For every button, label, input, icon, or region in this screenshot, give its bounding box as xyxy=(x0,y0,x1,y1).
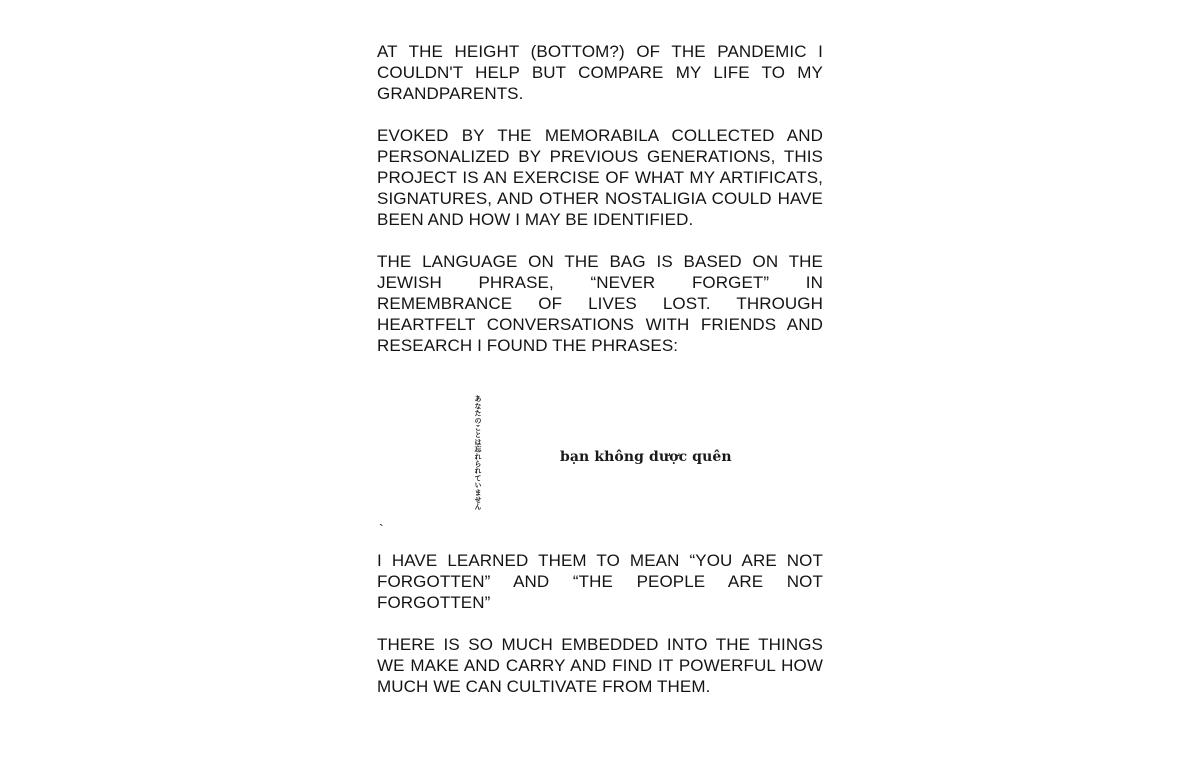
phrases-block xyxy=(377,377,823,537)
paragraph-pandemic: AT THE HEIGHT (BOTTOM?) OF THE PANDEMIC I COULDN'T HELP BUT COMPARE MY LIFE TO MY GRANDPARENTS. xyxy=(377,42,823,103)
paragraph-language: THE LANGUAGE ON THE BAG IS BASED ON THE JEWISH PHRASE, “NEVER FORGET” IN REMEMBRANCE OF LIVES LOST. THROUGH HEARTFELT CONVERSATIONS WITH FRIENDS AND RESEARCH I FOUND THE PHRASES: xyxy=(377,252,823,355)
text-column xyxy=(377,41,823,718)
stray-backtick-mark: ` xyxy=(379,521,384,537)
paragraph-meaning: I HAVE LEARNED THEM TO MEAN “YOU ARE NOT FORGOTTEN” AND “THE PEOPLE ARE NOT FORGOTTEN” xyxy=(377,551,823,612)
vietnamese-phrase: bạn không dược quên xyxy=(560,449,732,465)
paragraph-embedded: THERE IS SO MUCH EMBEDDED INTO THE THINGS WE MAKE AND CARRY AND FIND IT POWERFUL HOW MUCH WE CAN CULTIVATE FROM THEM. xyxy=(377,635,823,696)
japanese-phrase: あなたのことは忘れられていません xyxy=(474,395,482,511)
paragraph-memorabilia: EVOKED BY THE MEMORABILA COLLECTED AND PERSONALIZED BY PREVIOUS GENERATIONS, THIS PROJECT IS AN EXERCISE OF WHAT MY ARTIFICATS, SIGNATURES, AND OTHER NOSTALIGIA COULD HAVE BEEN AND HOW I MAY BE IDENTIFIED. xyxy=(377,126,823,229)
